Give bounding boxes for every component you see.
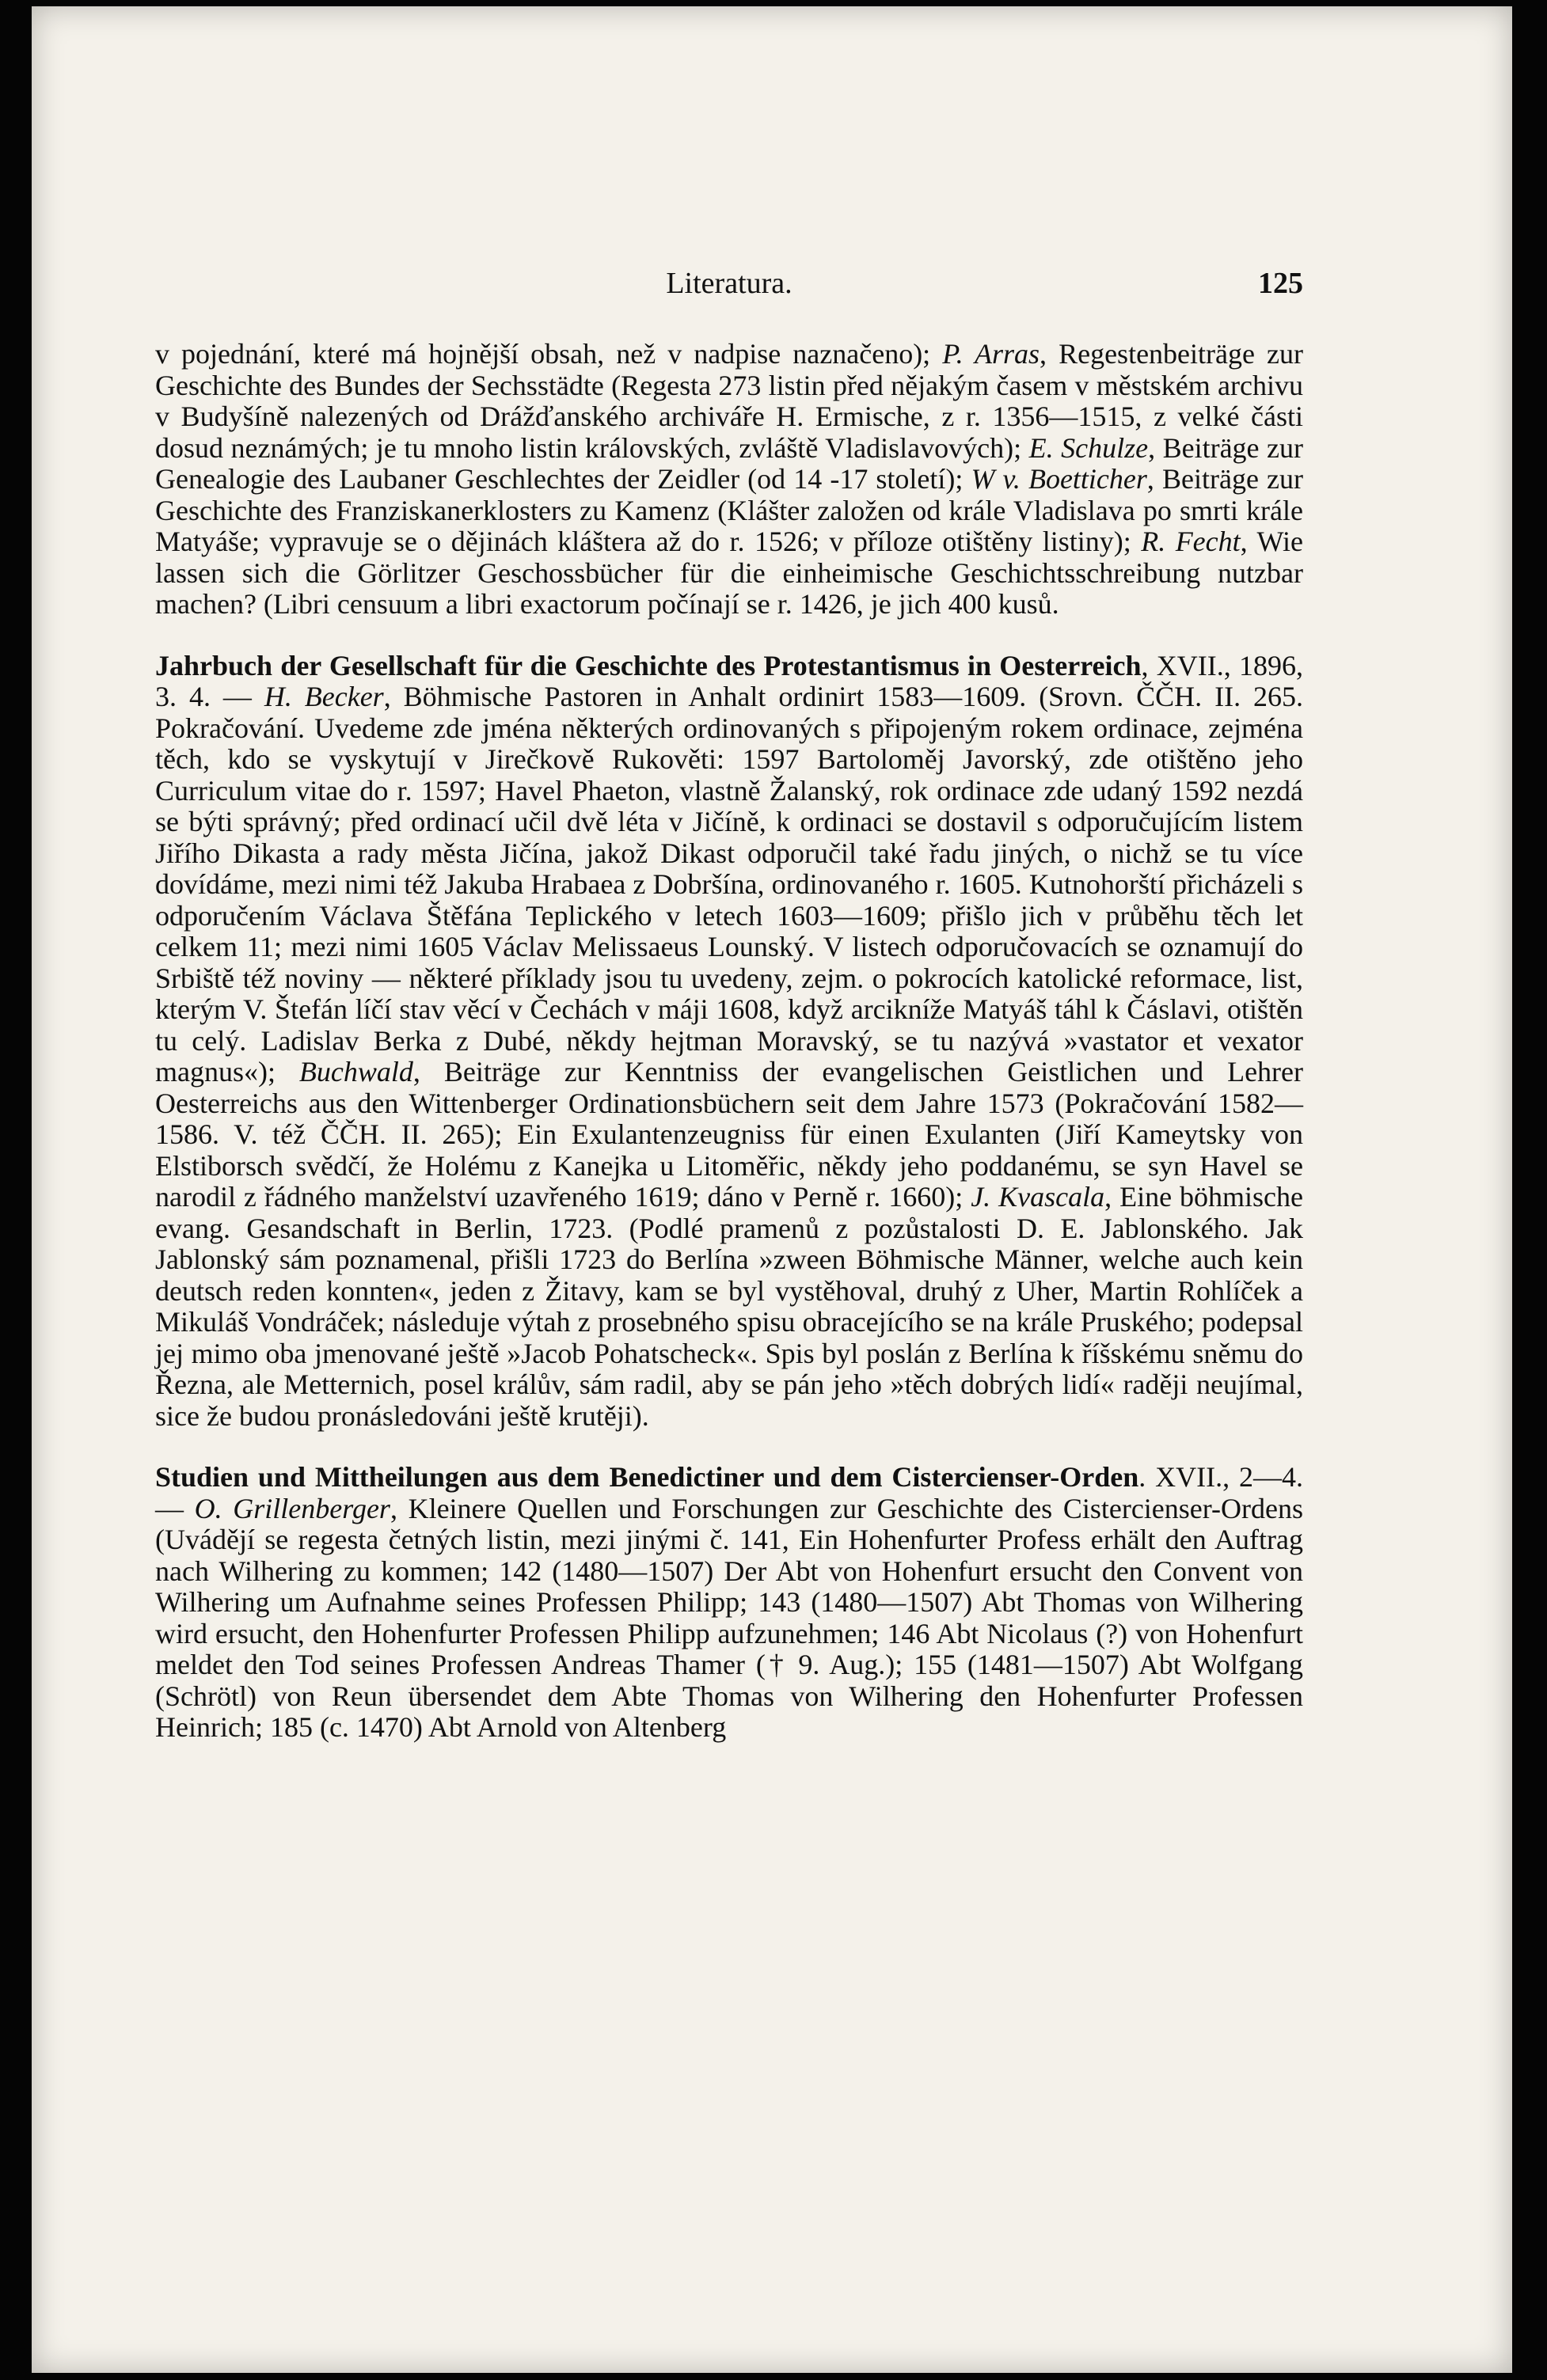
- running-header: [155, 266, 1303, 306]
- paragraph-jahrbuch: [155, 651, 1303, 1433]
- text-segment: , Regestenbeiträge zur Geschichte des Bundes der Sechsstädte (Regesta 273 listin před nějakým časem v městském archivu v Budyšíně nalezených od Drážďanského archiváře H. Ermische, z r. 1356—1515, z velké části dosud neznámých; je tu mnoho listin královských, zvláště Vladislavových);: [155, 338, 1303, 464]
- journal-title: Studien und Mittheilungen aus dem Benedictiner und dem Cistercienser-Orden: [155, 1461, 1139, 1493]
- text-segment: , Eine böhmische evang. Gesandschaft in Berlin, 1723. (Podlé pramenů z pozůstalosti D. E. Jablonského. Jak Jablonský sám poznamenal, přišli 1723 do Berlína »zween Böhmische Männer, welche auch kein deutsch reden konnten«, jeden z Žitavy, kam se byl vystěhoval, druhý z Uher, Martin Rohlíček a Mikuláš Vondráček; následuje výtah z prosebného spisu obracejícího se na krále Pruského; podepsal jej mimo oba jmenované ještě »Jacob Pohatscheck«. Spis byl poslán z Berlína k říšskému sněmu do Řezna, ale Metternich, posel králův, sám radil, aby se pán jeho »těch dobrých lidí« raději neujímal, sice že budou pronásledováni ještě krutěji).: [155, 1181, 1303, 1432]
- text-segment: , Kleinere Quellen und Forschungen zur Geschichte des Cistercienser-Ordens (Uvádějí se regesta četných listin, mezi jinými č. 141, Ein Hohenfurter Profess erhält den Auftrag nach Wilhering zu kommen; 142 (1480—1507) Der Abt von Hohenfurt ersucht den Convent von Wilhering um Aufnahme seines Professen Philipp; 143 (1480—1507) Abt Thomas von Wilhering wird ersucht, den Hohenfurter Professen Philipp aufzunehmen; 146 Abt Nicolaus (?) von Hohenfurt meldet den Tod seines Professen Andreas Thamer († 9. Aug.); 155 (1481—1507) Abt Wolfgang (Schrötl) von Reun übersendet dem Abte Thomas von Wilhering den Hohenfurter Professen Heinrich; 185 (c. 1470) Abt Arnold von Altenberg: [155, 1492, 1303, 1743]
- journal-title: Jahrbuch der Gesellschaft für die Geschichte des Protestantismus in Oesterreich: [155, 649, 1142, 681]
- author-name: E. Schulze: [1028, 431, 1149, 464]
- author-name: P. Arras: [942, 338, 1040, 370]
- author-name: H. Becker: [264, 681, 384, 712]
- text-segment: , Beiträge zur Genealogie des Laubaner Geschlechtes der Zeidler (od 14 -17 století);: [155, 431, 1303, 495]
- body-text: [155, 339, 1303, 1744]
- text-segment: , Beiträge zur Kenntniss der evangelischen Geistlichen und Lehrer Oesterreichs aus den Wittenberger Ordinationsbüchern seit dem Jahre 1573 (Pokračování 1582—1586. V. též ČČH. II. 265); Ein Exulantenzeugniss für einen Exulanten (Jiří Kameytsky von Elstiborsch svědčí, že Holému z Kanejka u Litoměřic, někdy jeho poddanému, se syn Havel se narodil z řádného manželství uzavřeného 1619; dáno v Perně r. 1660);: [155, 1056, 1304, 1213]
- author-name: O. Grillenberger: [194, 1492, 390, 1524]
- text-segment: , Wie lassen sich die Görlitzer Geschossbücher für die einheimische Geschichtsschreibung nutzbar machen? (Libri censuum a libri exactorum počínají se r. 1426, je jich 400 kusů.: [155, 526, 1303, 620]
- author-name: J. Kvascala: [971, 1181, 1105, 1213]
- page-number: 125: [1258, 267, 1303, 300]
- paragraph-arras: [155, 339, 1303, 621]
- running-title: Literatura.: [666, 267, 793, 300]
- text-segment: v pojednání, které má hojnější obsah, než v nadpise naznačeno);: [155, 338, 943, 370]
- author-name: Buchwald: [298, 1056, 413, 1088]
- author-name: R. Fecht: [1141, 526, 1241, 557]
- author-name: W v. Boetticher: [971, 463, 1147, 495]
- text-segment: , XVII., 1896, 3. 4. —: [155, 649, 1303, 712]
- text-segment: . XVII., 2—4. —: [155, 1461, 1303, 1524]
- text-segment: , Beiträge zur Geschichte des Franziskanerklosters zu Kamenz (Klášter založen od krále Vladislava po smrti krále Matyáše; vypravuje se o dějinách kláštera až do r. 1526; v příloze otištěny listiny);: [155, 463, 1303, 557]
- paragraph-studien: [155, 1462, 1303, 1744]
- text-segment: , Böhmische Pastoren in Anhalt ordinirt 1583—1609. (Srovn. ČČH. II. 265. Pokračování. Uvedeme zde jména některých ordinovaných s připojeným rokem ordinace, zejména těch, kdo se vyskytují v Jirečkově Rukověti: 1597 Bartoloměj Javorský, zde otištěno jeho Curriculum vitae do r. 1597; Havel Phaeton, vlastně Žalanský, rok ordinace zde udaný 1592 nezdá se býti správný; před ordinací učil dvě léta v Jičíně, k ordinaci se dostavil s odporučujícím listem Jiřího Dikasta a rady města Jičína, jakož Dikast odporučil také řadu jiných, o nichž se tu více dovídáme, mezi nimi též Jakuba Hrabaea z Dobršína, ordinovaného r. 1605. Kutnohorští přicházeli s odporučením Václava Štěfána Teplického v letech 1603—1609; přišlo jich v průběhu těch let celkem 11; mezi nimi 1605 Václav Melissaeus Lounský. V listech odporučovacích se oznamují do Srbiště též noviny — některé příklady jsou tu uvedeny, zejm. o pokrocích katolické reformace, list, kterým V. Štefán líčí stav věcí v Čechách v máji 1608, když arcikníže Matyáš táhl k Čáslavi, otištěn tu celý. Ladislav Berka z Dubé, někdy hejtman Moravský, se tu nazývá »vastator et vexator magnus«);: [155, 681, 1304, 1088]
